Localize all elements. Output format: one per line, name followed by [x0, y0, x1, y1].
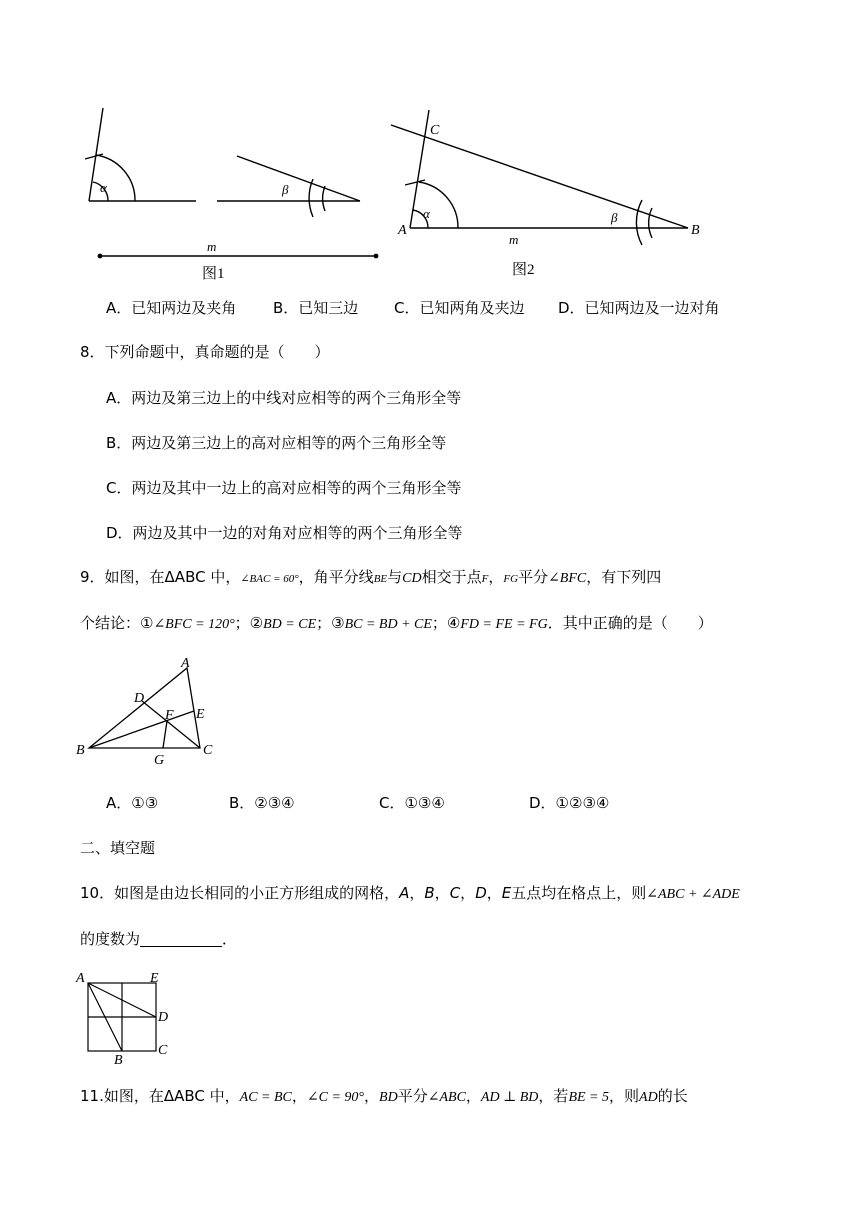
q9-segment-FG — [163, 721, 167, 748]
q10-label-E: E — [150, 971, 159, 986]
q7-option-d: D．已知两边及一边对角 — [558, 299, 720, 317]
section-title: 二、填空题 — [80, 839, 156, 857]
q9-triangle-ABC — [89, 668, 200, 748]
q10-label-B: B — [114, 1053, 123, 1066]
fig2-label-A: A — [398, 223, 407, 238]
q9-option-c: C．①③④ — [379, 794, 445, 812]
fig1-alpha-label: α — [100, 180, 107, 195]
fig1-beta-ray — [237, 156, 360, 201]
q10-stem-line1: 10．如图是由边长相同的小正方形组成的网格，A，B，C，D，E五点均在格点上，则∠ABC + ∠ADE — [80, 884, 740, 902]
fig1-beta-arc-outer — [309, 179, 313, 217]
fig1-beta-label: β — [282, 182, 289, 197]
q8-option-c: C．两边及其中一边上的高对应相等的两个三角形全等 — [106, 479, 462, 497]
q10-answer-blank[interactable] — [140, 931, 222, 947]
fig2-arc-beta-inner — [649, 208, 652, 238]
q7-option-a: A．已知两边及夹角 — [106, 299, 237, 317]
fig2-m-label: m — [509, 232, 519, 247]
fig2-caption: 图2 — [512, 262, 535, 278]
q9-label-B: B — [76, 743, 85, 758]
q9-option-b: B．②③④ — [229, 794, 295, 812]
q9-stem-line1: 9．如图，在ΔABC 中，∠BAC = 60°，角平分线BE与CD相交于点F，FG平分∠BFC，有下列四 — [80, 568, 662, 586]
fig1-beta-arc-inner — [323, 186, 325, 211]
q9-label-E: E — [196, 707, 205, 722]
q8-option-d: D．两边及其中一边的对角对应相等的两个三角形全等 — [106, 524, 463, 542]
q9-label-D: D — [134, 691, 145, 706]
q8-stem: 8．下列命题中，真命题的是（ ） — [80, 343, 330, 361]
fig2-beta-label: β — [611, 210, 618, 225]
q9-label-G: G — [154, 753, 165, 768]
fig2-alpha-label: α — [423, 206, 430, 221]
q10-label-A: A — [76, 971, 85, 986]
fig2-label-C: C — [430, 123, 440, 138]
figure-2 — [388, 110, 718, 285]
fig2-label-B: B — [691, 223, 700, 238]
q8-option-a: A．两边及第三边上的中线对应相等的两个三角形全等 — [106, 389, 462, 407]
q11-stem: 11.如图，在ΔABC 中，AC = BC，∠C = 90°，BD平分∠ABC，AD ⊥ BD，若BE = 5，则AD的长 — [80, 1087, 688, 1105]
fig2-arc-alpha-large — [419, 182, 458, 228]
q7-option-b: B．已知三边 — [273, 299, 359, 317]
fig1-m-label: m — [207, 239, 217, 254]
figure-1 — [80, 100, 390, 290]
q10-grid-figure — [72, 966, 182, 1066]
fig2-arc-beta-outer — [636, 200, 642, 245]
q10-label-C: C — [158, 1043, 168, 1058]
q9-label-F: F — [165, 708, 174, 723]
q10-label-D: D — [158, 1010, 169, 1025]
fig2-side-CB — [391, 125, 688, 228]
fig1-caption: 图1 — [202, 266, 225, 282]
q9-option-a: A．①③ — [106, 794, 159, 812]
q9-label-A: A — [181, 656, 190, 671]
q9-bisector-BE — [89, 711, 194, 748]
q10-stem-line2: 的度数为 ． — [80, 930, 238, 948]
q9-option-d: D．①②③④ — [529, 794, 610, 812]
q8-option-b: B．两边及第三边上的高对应相等的两个三角形全等 — [106, 434, 447, 452]
q9-label-C: C — [203, 743, 213, 758]
q9-stem-line2: 个结论：①∠BFC = 120°；②BD = CE；③BC = BD + CE；④FD = FE = FG．其中正确的是（ ） — [80, 614, 713, 632]
q7-option-c: C．已知两角及夹边 — [394, 299, 525, 317]
q9-figure — [72, 652, 232, 772]
